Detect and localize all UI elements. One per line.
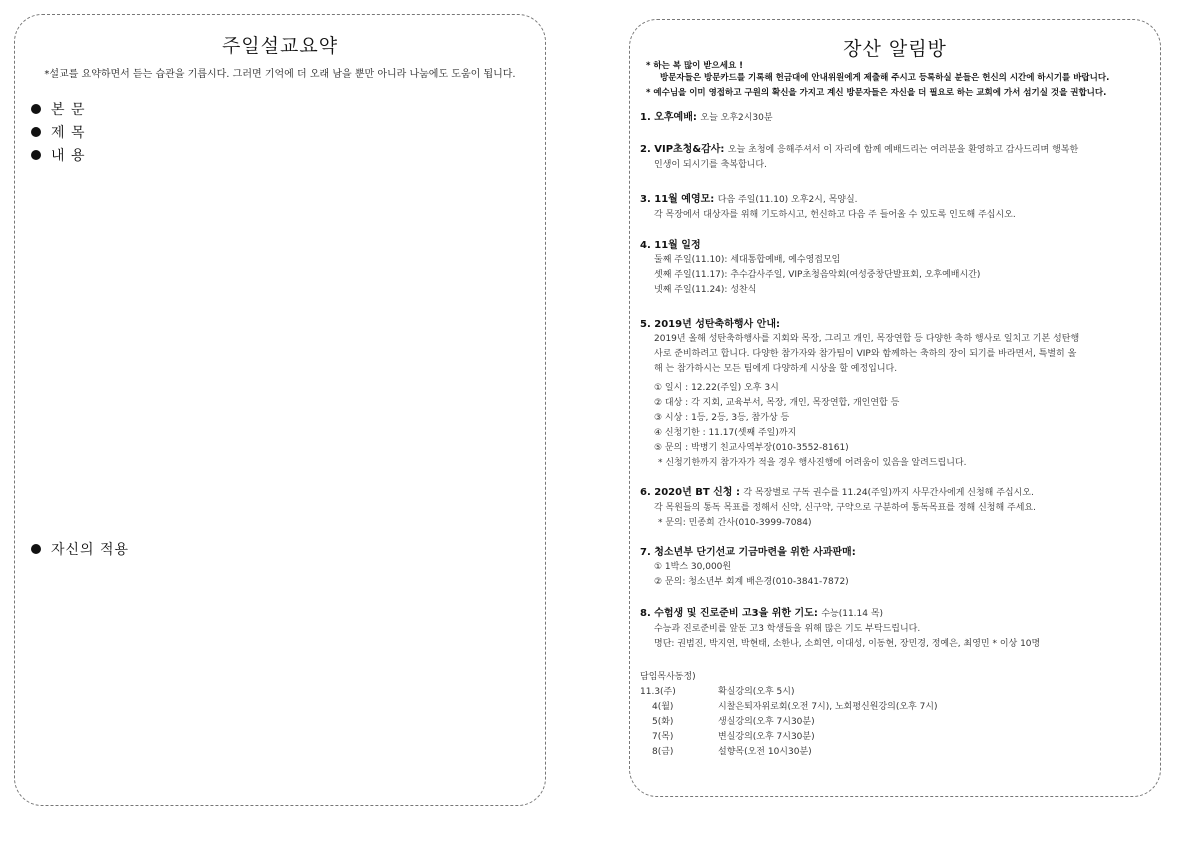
bullet-dot-icon xyxy=(31,104,41,114)
section-heading: 6. 2020년 BT 신청 : xyxy=(640,487,740,498)
section-apple-sale xyxy=(640,545,1155,590)
list-item: ① 1박스 30,000원 xyxy=(654,562,732,572)
section-christmas-event xyxy=(640,317,1155,471)
section-text: 셋째 주일(11.17): 추수감사주일, VIP초청음악회(여성중창단발표회, 오후예배시간) xyxy=(654,270,981,280)
bullet-title xyxy=(31,122,86,142)
schedule-row xyxy=(640,700,1040,715)
bullet-dot-icon xyxy=(31,127,41,137)
section-text: 넷째 주일(11.24): 성찬식 xyxy=(654,285,757,295)
list-item: ② 대상 : 각 지회, 교육부서, 목장, 개인, 목장연합, 개인연합 등 xyxy=(654,398,900,408)
section-text: 수능(11.14 목) xyxy=(821,609,884,619)
section-november-schedule xyxy=(640,238,1155,298)
section-text: 다음 주일(11.10) 오후2시, 목양실. xyxy=(717,195,858,205)
section-heading: 1. 오후예배: xyxy=(640,112,697,123)
schedule-date: 11.3(주) xyxy=(640,687,676,697)
section-heading: 5. 2019년 성탄축하행사 안내: xyxy=(640,319,780,330)
schedule-row xyxy=(640,745,1040,760)
section-bt-application xyxy=(640,485,1155,531)
section-vip-invite xyxy=(640,142,1155,173)
section-text: 수능과 진로준비를 앞둔 고3 학생들을 위해 많은 기도 부탁드립니다. xyxy=(654,624,921,634)
section-text: 인생이 되시기를 축복합니다. xyxy=(654,160,767,170)
list-item: ① 일시 : 12.22(주일) 오후 3시 xyxy=(654,383,779,393)
bullet-dot-icon xyxy=(31,544,41,554)
section-text: 각 목원들의 통독 목표를 정해서 신약, 신구약, 구약으로 구분하여 통독목표를 정해 신청해 주세요. xyxy=(654,503,1036,513)
schedule-title: 담임목사동정) xyxy=(640,672,696,682)
list-item: ③ 시상 : 1등, 2등, 3등, 참가상 등 xyxy=(654,413,790,423)
bullet-label: 자신의 적용 xyxy=(51,542,130,558)
section-text: 둘째 주일(11.10): 세대통합예배, 예수영접모임 xyxy=(654,255,841,265)
section-text: 오늘 초청에 응해주셔서 이 자리에 함께 예배드리는 여러분을 환영하고 감사드리며 행복한 xyxy=(727,145,1079,155)
section-text: 오늘 오후2시30분 xyxy=(700,113,773,123)
section-heading: 2. VIP초청&감사: xyxy=(640,144,725,155)
notice-block xyxy=(646,60,1146,99)
section-text: 각 목장에서 대상자를 위해 기도하시고, 헌신하고 다음 주 들어올 수 있도록 인도해 주십시오. xyxy=(654,210,1016,220)
section-heading: 7. 청소년부 단기선교 기금마련을 위한 사과판매: xyxy=(640,547,856,558)
notice-line: * 하는 복 많이 받으세요 ! xyxy=(646,61,744,71)
announcements-title: 장산 알림방 xyxy=(843,38,947,60)
section-text: 사로 준비하려고 합니다. 다양한 참가자와 참가팀이 VIP와 함께하는 축하의 장이 되기를 바라면서, 특별히 올 xyxy=(654,349,1077,359)
pastor-schedule xyxy=(640,670,1040,760)
bullet-dot-icon xyxy=(31,150,41,160)
section-text: 2019년 올해 성탄축하행사를 지회와 목장, 그리고 개인, 목장연합 등 다양한 축하 행사로 일치고 기본 성탄행 xyxy=(654,334,1080,344)
schedule-event: 생실강의(오후 7시30분) xyxy=(718,717,815,727)
sermon-summary-panel xyxy=(14,14,546,806)
bullet-label: 내 용 xyxy=(51,148,86,164)
notice-line: 방문자들은 방문카드를 기록해 헌금대에 안내위원에게 제출해 주시고 등록하실 분들은 헌신의 시간에 하시기를 바랍니다. xyxy=(660,73,1110,83)
schedule-event: 설향목(오전 10시30분) xyxy=(718,747,812,757)
schedule-event: 시찰은퇴자위로회(오전 7시), 노회평신원강의(오후 7시) xyxy=(718,702,938,712)
sermon-summary-subtitle: *설교를 요약하면서 듣는 습관을 기릅시다. 그러면 기억에 더 오래 남을 뿐만 아니라 나눔에도 도움이 됩니다. xyxy=(44,69,516,80)
bullet-application xyxy=(31,539,129,559)
section-text: 해 는 참가하시는 모든 팀에게 다양하게 시상을 할 예정입니다. xyxy=(654,364,898,374)
section-heading: 4. 11월 일정 xyxy=(640,240,701,251)
notice-line: * 예수님을 이미 영접하고 구원의 확신을 가지고 계신 방문자들은 자신을 더 필요로 하는 교회에 가서 섬기실 것을 권합니다. xyxy=(646,88,1107,98)
sermon-summary-title: 주일설교요약 xyxy=(221,35,339,57)
schedule-date: 7(목) xyxy=(652,732,674,742)
announcements-panel xyxy=(629,19,1161,797)
section-text: 명단: 권범진, 박지연, 박현태, 소한나, 소희연, 이대성, 이동현, 장민경, 정예은, 최영민 * 이상 10명 xyxy=(654,639,1041,649)
schedule-event: 확실강의(오후 5시) xyxy=(718,687,795,697)
section-note: * 문의: 민종희 간사(010-3999-7084) xyxy=(658,518,812,528)
bullet-label: 본 문 xyxy=(51,102,86,118)
schedule-date: 4(월) xyxy=(652,702,674,712)
section-november-meeting xyxy=(640,192,1155,223)
schedule-row xyxy=(640,715,1040,730)
schedule-row xyxy=(640,730,1040,745)
schedule-date: 8(금) xyxy=(652,747,674,757)
bullet-scripture xyxy=(31,99,86,119)
section-text: 각 목장별로 구독 권수를 11.24(주일)까지 사무간사에게 신청해 주십시오. xyxy=(743,488,1034,498)
section-afternoon-service xyxy=(640,110,1155,126)
bullet-content xyxy=(31,145,86,165)
section-heading: 3. 11월 예영모: xyxy=(640,194,715,205)
bullet-label: 제 목 xyxy=(51,125,86,141)
list-item: ⑤ 문의 : 박병기 친교사역부장(010-3552-8161) xyxy=(654,443,849,453)
list-item: ④ 신청기한 : 11.17(셋째 주일)까지 xyxy=(654,428,797,438)
schedule-date: 5(화) xyxy=(652,717,674,727)
list-item: ② 문의: 청소년부 회계 배은경(010-3841-7872) xyxy=(654,577,849,587)
section-exam-prayer xyxy=(640,606,1155,652)
section-note: * 신청기한까지 참가자가 적을 경우 행사진행에 어려움이 있음을 알려드립니다. xyxy=(658,458,967,468)
schedule-event: 변실강의(오후 7시30분) xyxy=(718,732,815,742)
schedule-row xyxy=(640,685,1040,700)
section-heading: 8. 수험생 및 진로준비 고3을 위한 기도: xyxy=(640,608,818,619)
